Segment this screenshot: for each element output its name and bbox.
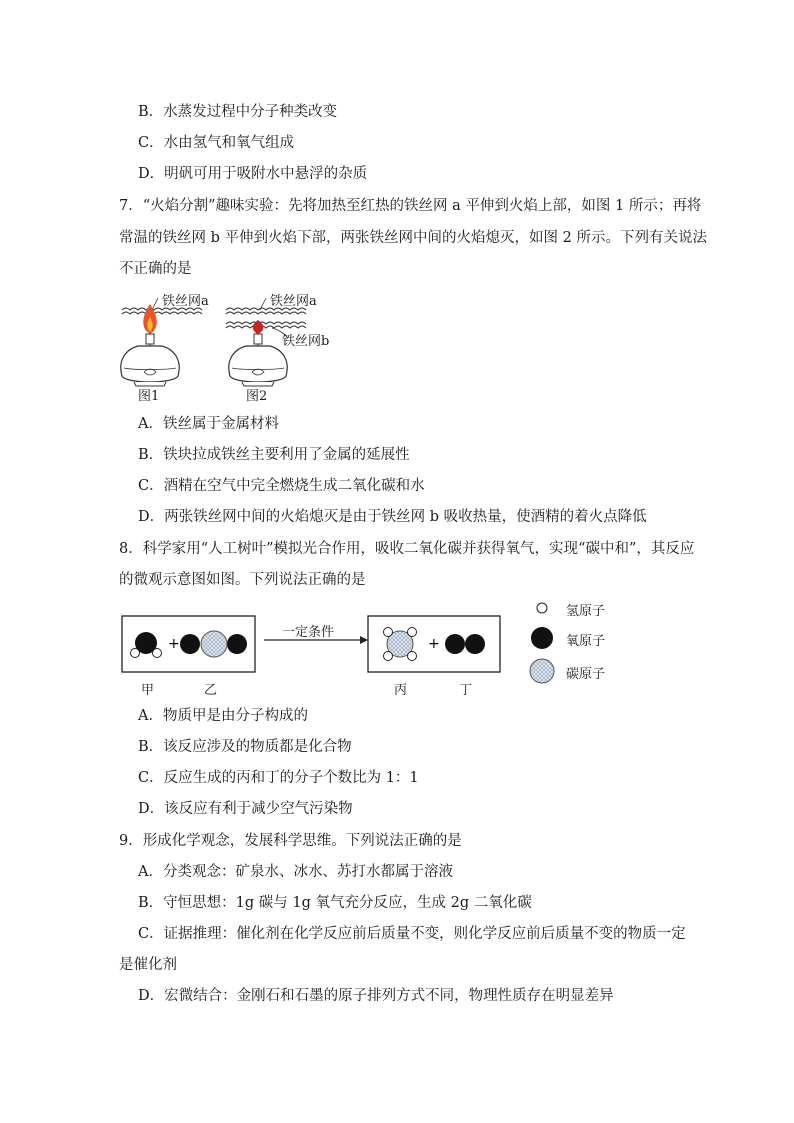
q6-option-d: D．明矾可用于吸附水中悬浮的杂质 bbox=[138, 166, 368, 182]
q6-option-b: B．水蒸发过程中分子种类改变 bbox=[138, 104, 338, 120]
caption-figure-2: 图2 bbox=[246, 389, 268, 404]
q9-option-b: B．守恒思想：1g 碳与 1g 氧气充分反应，生成 2g 二氧化碳 bbox=[138, 895, 532, 911]
legend-oxygen-icon bbox=[531, 627, 553, 649]
molecule-bing-icon bbox=[384, 628, 417, 661]
q8-reaction-diagram bbox=[118, 596, 618, 702]
label-yi: 乙 bbox=[204, 683, 218, 698]
q9-option-a: A．分类观念：矿泉水、冰水、苏打水都属于溶液 bbox=[138, 864, 453, 880]
q9-option-c-line1: C．证据推理：催化剂在化学反应前后质量不变，则化学反应前后质量不变的物质一定 bbox=[138, 926, 686, 942]
q7-option-a: A．铁丝属于金属材料 bbox=[138, 416, 279, 432]
q9-stem: 9．形成化学观念，发展科学思维。下列说法正确的是 bbox=[119, 833, 462, 849]
q7-stem-line3: 不正确的是 bbox=[119, 261, 192, 277]
q8-option-a: A．物质甲是由分子构成的 bbox=[138, 708, 308, 724]
molecule-ding-icon bbox=[445, 634, 485, 654]
caption-figure-1: 图1 bbox=[138, 389, 160, 404]
legend bbox=[530, 603, 554, 683]
label-jia: 甲 bbox=[141, 683, 155, 698]
q8-option-b: B．该反应涉及的物质都是化合物 bbox=[138, 739, 352, 755]
q7-stem-line2: 常温的铁丝网 b 平伸到火焰下部，两张铁丝网中间的火焰熄灭，如图 2 所示。下列有关说法 bbox=[119, 230, 707, 246]
q8-stem-line1: 8．科学家用“人工树叶”模拟光合作用，吸收二氧化碳并获得氧气，实现“碳中和”，其反应 bbox=[119, 541, 695, 557]
molecule-yi-icon bbox=[180, 631, 247, 657]
q9-option-d: D．宏微结合：金刚石和石墨的原子排列方式不同，物理性质存在明显差异 bbox=[138, 988, 614, 1004]
label-gauze-b: 铁丝网b bbox=[282, 334, 330, 349]
label-bing: 丙 bbox=[394, 683, 408, 698]
q7-option-d: D．两张铁丝网中间的火焰熄灭是由于铁丝网 b 吸收热量，使酒精的着火点降低 bbox=[138, 509, 647, 525]
lamp-1-icon bbox=[121, 298, 202, 386]
q8-option-c: C．反应生成的丙和丁的分子个数比为 1：1 bbox=[138, 770, 419, 786]
legend-oxygen-label: 氧原子 bbox=[566, 634, 606, 649]
label-ding: 丁 bbox=[459, 683, 473, 698]
q8-option-d: D．该反应有利于减少空气污染物 bbox=[138, 801, 353, 817]
label-gauze-a-1: 铁丝网a bbox=[162, 294, 209, 309]
q8-stem-line2: 的微观示意图如图。下列说法正确的是 bbox=[119, 572, 366, 588]
q6-option-c: C．水由氢气和氧气组成 bbox=[138, 135, 295, 151]
legend-hydrogen-label: 氢原子 bbox=[566, 604, 606, 619]
legend-carbon-icon bbox=[530, 659, 554, 683]
molecule-jia-icon bbox=[131, 632, 162, 658]
legend-carbon-label: 碳原子 bbox=[566, 667, 606, 682]
q7-option-b: B．铁块拉成铁丝主要利用了金属的延展性 bbox=[138, 447, 410, 463]
label-gauze-a-2: 铁丝网a bbox=[270, 294, 317, 309]
legend-hydrogen-icon bbox=[537, 603, 547, 613]
svg-text:+: + bbox=[168, 636, 180, 652]
svg-text:+: + bbox=[428, 636, 440, 652]
q9-option-c-line2: 是催化剂 bbox=[119, 957, 177, 973]
q7-stem-line1: 7．“火焰分割”趣味实验：先将加热至红热的铁丝网 a 平伸到火焰上部，如图 1 所示；再将 bbox=[119, 198, 702, 214]
reaction-condition: 一定条件 bbox=[282, 625, 335, 640]
q7-option-c: C．酒精在空气中完全燃烧生成二氧化碳和水 bbox=[138, 478, 425, 494]
